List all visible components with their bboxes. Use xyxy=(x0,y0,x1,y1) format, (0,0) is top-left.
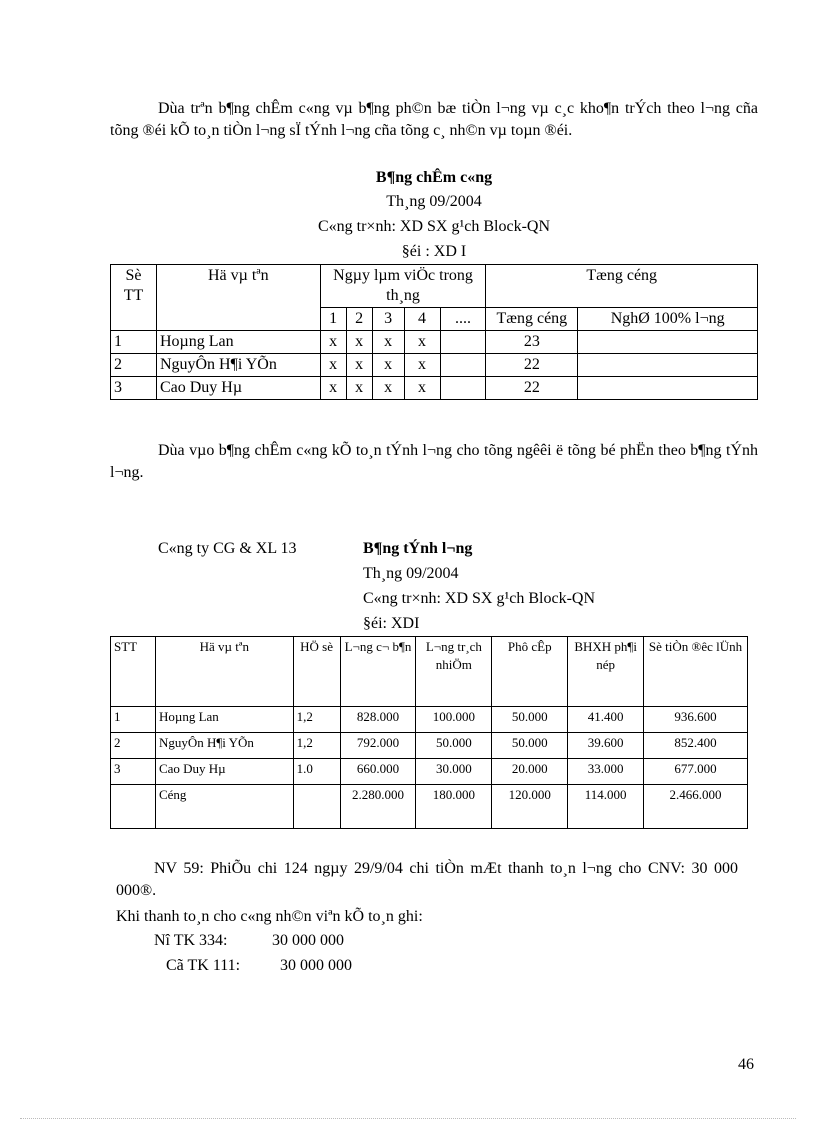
total-row xyxy=(111,785,748,829)
attendance-team: §éi : XD I xyxy=(401,243,467,260)
cell-responsibility: 180.000 xyxy=(416,785,492,829)
cell-name: Hoµng Lan xyxy=(156,331,320,354)
cell-day: x xyxy=(320,377,346,400)
cell-received: 2.466.000 xyxy=(644,785,748,829)
cell-name: Céng xyxy=(155,785,293,829)
cell-allowance: 50.000 xyxy=(492,707,568,733)
cell-received: 936.600 xyxy=(644,707,748,733)
cell-total: 22 xyxy=(486,377,578,400)
page-number: 46 xyxy=(738,1056,754,1073)
cell-base-salary: 792.000 xyxy=(340,733,416,759)
cell-day: x xyxy=(320,354,346,377)
salary-table xyxy=(110,636,748,829)
cell-leave xyxy=(578,354,758,377)
cell-stt: 2 xyxy=(111,733,156,759)
cell-coefficient: 1.0 xyxy=(293,759,340,785)
cell-responsibility: 50.000 xyxy=(416,733,492,759)
cell-insurance: 39.600 xyxy=(568,733,644,759)
cell-name: Cao Duy Hµ xyxy=(156,377,320,400)
intro-paragraph: Dùa trªn b¶ng chÊm c«ng vµ b¶ng ph©n bæ tiÒn l¬ng vµ c¸c kho¶n trÝch theo l¬ng cña tõng ®éi kÕ to¸n tiÒn l¬ng sÏ tÝnh l¬ng cña tõng c¸ nh©n vµ toµn ®éi. xyxy=(110,100,758,139)
cell-day: x xyxy=(404,354,440,377)
attendance-table xyxy=(110,264,758,400)
company-name: C«ng ty CG & XL 13 xyxy=(158,540,297,557)
header-coefficient: HÖ sè xyxy=(293,637,340,707)
table-row xyxy=(111,354,758,377)
transaction-paragraph: NV 59: PhiÕu chi 124 ngµy 29/9/04 chi tiÒn mÆt thanh to¸n l¬ng cho CNV: 30 000 000®. xyxy=(116,860,738,899)
header-day: 1 xyxy=(320,308,346,331)
cell-name: Cao Duy Hµ xyxy=(155,759,293,785)
cell-coefficient: 1,2 xyxy=(293,707,340,733)
cell-day: x xyxy=(346,354,372,377)
cell-stt: 1 xyxy=(111,707,156,733)
cell-day: x xyxy=(320,331,346,354)
cell-stt: 1 xyxy=(111,331,157,354)
cell-received: 677.000 xyxy=(644,759,748,785)
cell-leave xyxy=(578,331,758,354)
cell-received: 852.400 xyxy=(644,733,748,759)
cell-insurance: 114.000 xyxy=(568,785,644,829)
attendance-project: C«ng tr×nh: XD SX g¹ch Block-QN xyxy=(317,218,551,235)
cell-coefficient: 1,2 xyxy=(293,733,340,759)
attendance-month: Th¸ng 09/2004 xyxy=(386,193,482,210)
footer-divider xyxy=(20,1118,796,1119)
cell-responsibility: 100.000 xyxy=(416,707,492,733)
cell-base-salary: 660.000 xyxy=(340,759,416,785)
cell-day: x xyxy=(346,331,372,354)
cell-day: x xyxy=(372,377,404,400)
header-insurance: BHXH ph¶i nép xyxy=(568,637,644,707)
cell-day xyxy=(440,354,486,377)
table-row xyxy=(111,377,758,400)
credit-amount: 30 000 000 xyxy=(280,957,352,974)
cell-allowance: 50.000 xyxy=(492,733,568,759)
cell-day xyxy=(440,331,486,354)
header-responsibility: L¬ng tr¸ch nhiÖm xyxy=(416,637,492,707)
header-stt: STT xyxy=(111,637,156,707)
cell-stt: 3 xyxy=(111,377,157,400)
cell-base-salary: 828.000 xyxy=(340,707,416,733)
header-day: 2 xyxy=(346,308,372,331)
debit-amount: 30 000 000 xyxy=(272,932,344,949)
cell-insurance: 41.400 xyxy=(568,707,644,733)
salary-project: C«ng tr×nh: XD SX g¹ch Block-QN xyxy=(363,590,596,607)
salary-team: §éi: XDI xyxy=(363,615,420,632)
cell-allowance: 120.000 xyxy=(492,785,568,829)
header-day: 3 xyxy=(372,308,404,331)
cell-coefficient xyxy=(293,785,340,829)
cell-stt: 2 xyxy=(111,354,157,377)
header-day: 4 xyxy=(404,308,440,331)
cell-name: NguyÔn H¶i YÕn xyxy=(156,354,320,377)
header-base-salary: L¬ng c¬ b¶n xyxy=(340,637,416,707)
cell-day xyxy=(440,377,486,400)
cell-total: 23 xyxy=(486,331,578,354)
header-stt: Sè TT xyxy=(111,265,157,331)
debit-label: Nî TK 334: xyxy=(154,932,228,949)
salary-title: B¶ng tÝnh l¬ng xyxy=(363,540,473,557)
header-total: Tæng céng xyxy=(486,308,578,331)
header-leave: NghØ 100% l¬ng xyxy=(578,308,758,331)
cell-leave xyxy=(578,377,758,400)
credit-label: Cã TK 111: xyxy=(166,957,241,974)
cell-day: x xyxy=(372,331,404,354)
cell-day: x xyxy=(404,377,440,400)
cell-insurance: 33.000 xyxy=(568,759,644,785)
entry-intro: Khi thanh to¸n cho c«ng nh©n viªn kÕ to¸n ghi: xyxy=(116,908,423,925)
table-row xyxy=(111,707,748,733)
header-day: .... xyxy=(440,308,486,331)
header-allowance: Phô cÊp xyxy=(492,637,568,707)
middle-paragraph: Dùa vµo b¶ng chÊm c«ng kÕ to¸n tÝnh l¬ng cho tõng ngêêi ë tõng bé phËn theo b¶ng tÝnh l¬ng. xyxy=(110,442,758,481)
cell-day: x xyxy=(346,377,372,400)
cell-day: x xyxy=(372,354,404,377)
header-name: Hä vµ tªn xyxy=(155,637,293,707)
attendance-title: B¶ng chÊm c«ng xyxy=(375,169,493,186)
table-row xyxy=(111,331,758,354)
table-row xyxy=(111,733,748,759)
header-received: Sè tiÒn ®êc lÜnh xyxy=(644,637,748,707)
cell-total: 22 xyxy=(486,354,578,377)
table-row xyxy=(111,759,748,785)
header-total-group: Tæng céng xyxy=(486,265,758,308)
cell-day: x xyxy=(404,331,440,354)
cell-stt: 3 xyxy=(111,759,156,785)
cell-name: Hoµng Lan xyxy=(155,707,293,733)
salary-month: Th¸ng 09/2004 xyxy=(363,565,459,582)
cell-stt xyxy=(111,785,156,829)
cell-allowance: 20.000 xyxy=(492,759,568,785)
header-name: Hä vµ tªn xyxy=(156,265,320,331)
header-workdays: Ngµy lµm viÖc trong th¸ng xyxy=(320,265,486,308)
cell-base-salary: 2.280.000 xyxy=(340,785,416,829)
cell-responsibility: 30.000 xyxy=(416,759,492,785)
cell-name: NguyÔn H¶i YÕn xyxy=(155,733,293,759)
